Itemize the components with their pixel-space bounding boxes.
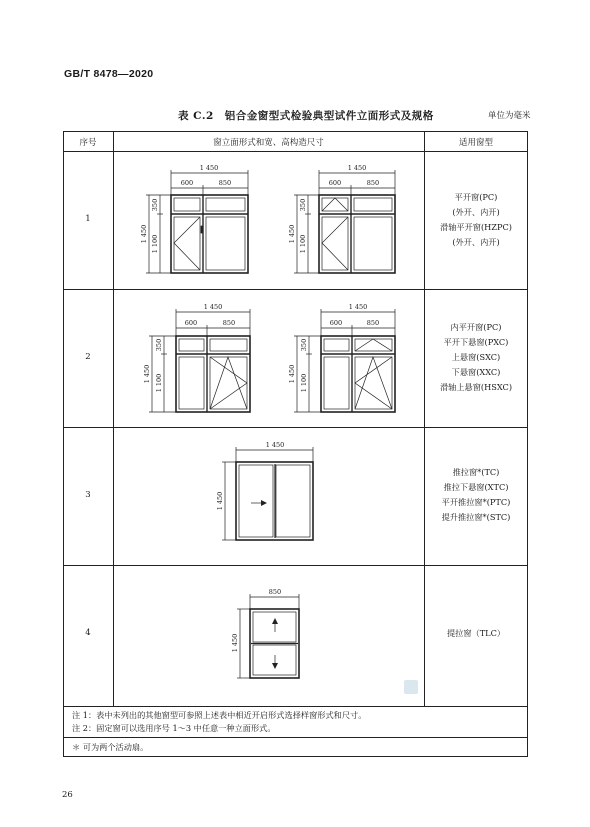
row-4-seq: 4 xyxy=(85,628,91,638)
table-note-1: 注 1：表中未列出的其他窗型可参照上述表中相近开启形式选择样窗形式和尺寸。 xyxy=(72,710,367,720)
dim-total-width: 1 450 xyxy=(199,164,219,172)
dim-left-width: 600 xyxy=(328,179,342,187)
dim-top-height: 350 xyxy=(299,198,307,212)
row-4-drawing xyxy=(237,594,299,678)
type-item: 提升推拉窗*(STC) xyxy=(441,512,511,522)
type-item: 上悬窗(SXC) xyxy=(451,352,501,362)
col-header-seq: 序号 xyxy=(79,138,97,148)
dim-bottom-height: 1 100 xyxy=(155,373,163,393)
row-1-seq: 1 xyxy=(85,214,91,224)
dim-left-width: 600 xyxy=(184,319,198,327)
dim-top-height: 350 xyxy=(155,338,163,352)
dim-total-height: 1 450 xyxy=(140,224,148,244)
type-item: 平开窗(PC) xyxy=(454,192,498,202)
type-item: 滑轴上悬窗(HSXC) xyxy=(439,382,513,392)
dim-total-height: 1 450 xyxy=(143,364,151,384)
dim-left-width: 600 xyxy=(180,179,194,187)
dim-total-width: 1 450 xyxy=(348,303,368,311)
dim-top-height: 350 xyxy=(151,198,159,212)
table-unit: 单位为毫米 xyxy=(488,111,531,121)
type-item: 推拉下悬窗(XTC) xyxy=(443,482,509,492)
row-3-seq: 3 xyxy=(85,490,91,500)
dim-right-width: 850 xyxy=(222,319,236,327)
dim-bottom-height: 1 100 xyxy=(151,234,159,254)
row-1-drawing-b xyxy=(294,170,395,273)
row-2-drawing-b xyxy=(294,309,395,412)
type-item: (外开、内开) xyxy=(452,207,500,217)
type-item: (外开、内开) xyxy=(452,237,500,247)
type-item: 平开下悬窗(PXC) xyxy=(443,337,509,347)
dim-total-width: 1 450 xyxy=(347,164,367,172)
table-title: 表 C.2 铝合金窗型式检验典型试件立面形式及规格 xyxy=(178,110,434,122)
row-3-drawing xyxy=(222,447,313,540)
standard-code: GB/T 8478—2020 xyxy=(64,68,154,80)
col-header-elevation: 窗立面形式和宽、高构造尺寸 xyxy=(213,138,324,148)
dim-total-width: 1 450 xyxy=(203,303,223,311)
dim-bottom-height: 1 100 xyxy=(300,373,308,393)
dim-left-width: 600 xyxy=(329,319,343,327)
type-item: 提拉窗（TLC） xyxy=(446,628,506,638)
dim-bottom-height: 1 100 xyxy=(299,234,307,254)
watermark-icon xyxy=(404,680,418,694)
dim-total-width: 850 xyxy=(268,588,282,596)
type-item: 推拉窗*(TC) xyxy=(452,467,500,477)
table-footnote: ＊ 可为两个活动扇。 xyxy=(72,742,149,752)
row-2-seq: 2 xyxy=(85,352,91,362)
type-item: 平开推拉窗*(PTC) xyxy=(441,497,511,507)
dim-top-height: 350 xyxy=(300,338,308,352)
dim-right-width: 850 xyxy=(366,179,380,187)
dim-total-height: 1 450 xyxy=(231,633,239,653)
dim-right-width: 850 xyxy=(218,179,232,187)
dim-total-height: 1 450 xyxy=(288,224,296,244)
dim-right-width: 850 xyxy=(366,319,380,327)
dim-total-height: 1 450 xyxy=(288,364,296,384)
dim-total-height: 1 450 xyxy=(216,491,224,511)
table-note-2: 注 2：固定窗可以选用序号 1～3 中任意一种立面形式。 xyxy=(72,723,276,733)
page-number: 26 xyxy=(62,790,73,800)
row-1-drawing-a xyxy=(146,170,248,273)
type-item: 内平开窗(PC) xyxy=(450,322,502,332)
dim-total-width: 1 450 xyxy=(265,441,285,449)
type-item: 滑轴平开窗(HZPC) xyxy=(440,222,512,232)
type-item: 下悬窗(XXC) xyxy=(451,367,501,377)
col-header-types: 适用窗型 xyxy=(458,138,493,148)
